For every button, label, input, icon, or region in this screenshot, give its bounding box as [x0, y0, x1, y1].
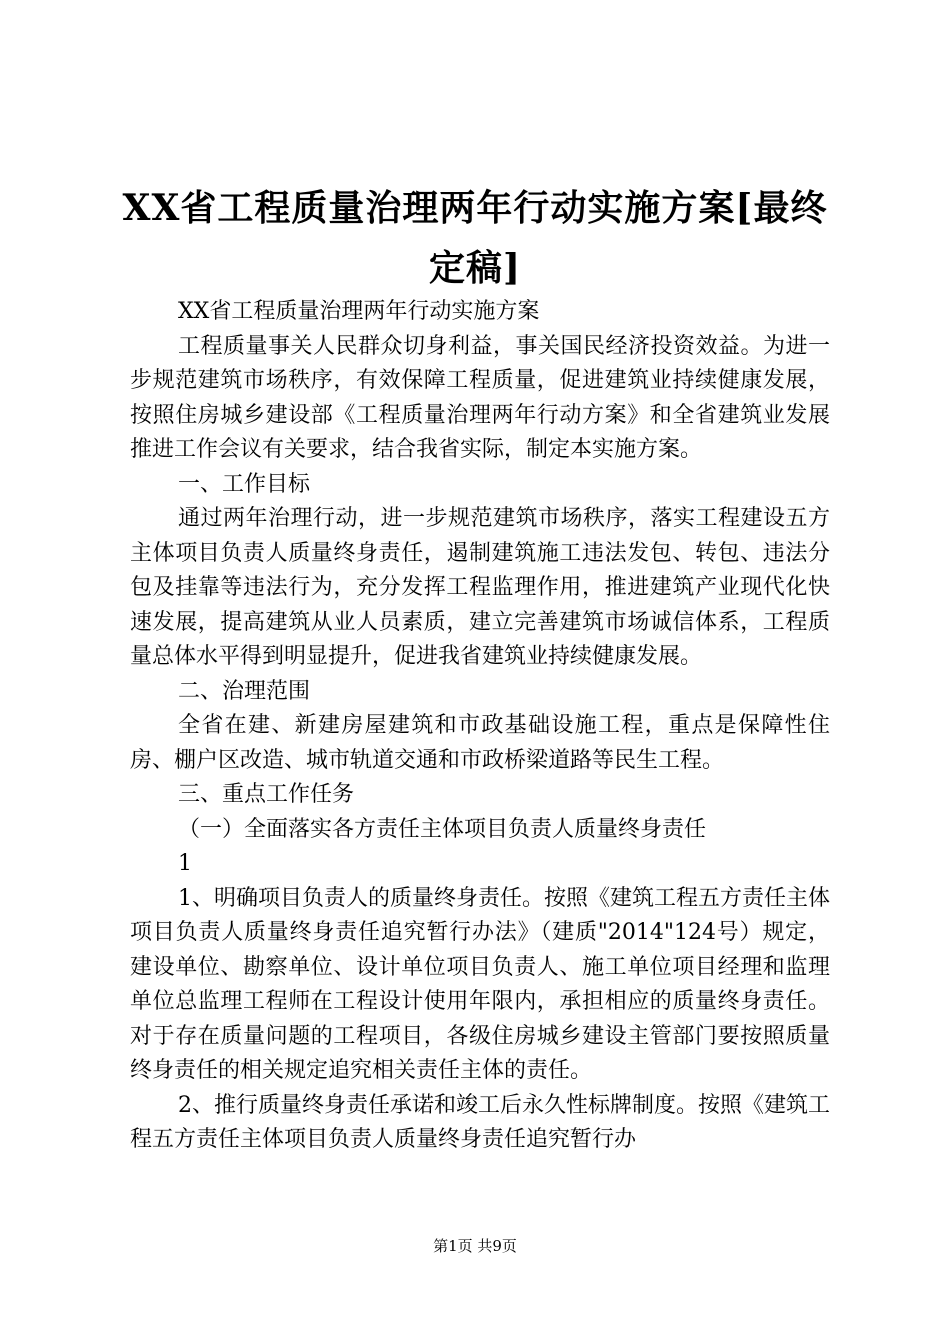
body-paragraph: 2、推行质量终身责任承诺和竣工后永久性标牌制度。按照《建筑工程五方责任主体项目负责人质量终身责任追究暂行办	[130, 1092, 830, 1152]
body-paragraph: XX省工程质量治理两年行动实施方案	[178, 299, 540, 324]
body-paragraph: 全省在建、新建房屋建筑和市政基础设施工程，重点是保障性住房、棚户区改造、城市轨道交通和市政桥梁道路等民生工程。	[130, 713, 830, 773]
section-heading: 二、治理范围	[178, 678, 311, 704]
body-paragraph: 1、明确项目负责人的质量终身责任。按照《建筑工程五方责任主体项目负责人质量终身责任追究暂行办法》（建质"2014"124号）规定，建设单位、勘察单位、设计单位项目负责人、施工单位项目经理和监理单位总监理工程师在工程设计使用年限内，承担相应的质量终身责任。对于存在质量问题的工程项目，各级住房城乡建设主管部门要按照质量终身责任的相关规定追究相关责任主体的责任。	[130, 885, 830, 1083]
document-title: XX省工程质量治理两年行动实施方案[最终定稿]	[122, 187, 828, 289]
section-heading: 三、重点工作任务	[178, 782, 355, 807]
body-paragraph: 1	[178, 851, 192, 876]
document-body	[130, 295, 830, 1158]
section-heading: 一、工作目标	[178, 471, 311, 497]
body-paragraph: 工程质量事关人民群众切身利益，事关国民经济投资效益。为进一步规范建筑市场秩序，有效保障工程质量，促进建筑业持续健康发展，按照住房城乡建设部《工程质量治理两年行动方案》和全省建筑业发展推进工作会议有关要求，结合我省实际，制定本实施方案。	[130, 333, 830, 462]
page-footer: 第1页 共9页	[433, 1237, 517, 1255]
subsection-heading: （一）全面落实各方责任主体项目负责人质量终身责任	[178, 816, 707, 842]
body-paragraph: 通过两年治理行动，进一步规范建筑市场秩序，落实工程建设五方主体项目负责人质量终身责任，遏制建筑施工违法发包、转包、违法分包及挂靠等违法行为，充分发挥工程监理作用，推进建筑产业现代化快速发展，提高建筑从业人员素质，建立完善建筑市场诚信体系，工程质量总体水平得到明显提升，促进我省建筑业持续健康发展。	[130, 506, 830, 669]
